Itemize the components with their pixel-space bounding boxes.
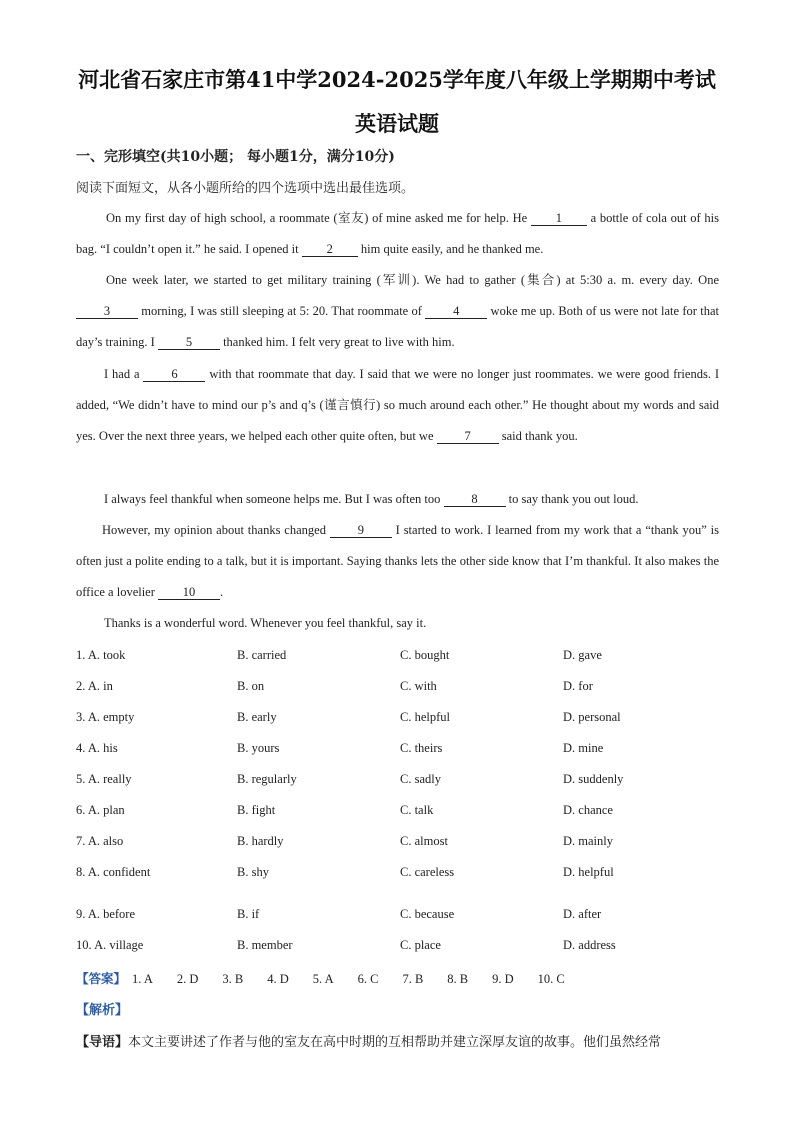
- analysis-label: 【解析】: [76, 1003, 129, 1018]
- option-c: C. theirs: [400, 741, 443, 755]
- option-d: D. for: [563, 679, 593, 693]
- option-d: D. suddenly: [563, 772, 624, 786]
- option-row-8: [76, 857, 719, 899]
- passage-paragraph-1: [76, 203, 719, 265]
- option-a: 4. A. his: [76, 741, 118, 755]
- option-a: 7. A. also: [76, 834, 124, 848]
- answer-item: 9. D: [492, 972, 514, 986]
- passage-text: morning, I was still sleeping at 5: 20. That roommate of: [138, 304, 426, 318]
- blank-3: 3: [76, 304, 138, 319]
- answer-item: 6. C: [357, 972, 379, 986]
- blank-9: 9: [330, 523, 392, 538]
- blank-1: 1: [531, 211, 587, 226]
- answer-item: 7. B: [402, 972, 424, 986]
- option-row-3: [76, 702, 719, 733]
- blank-6: 6: [143, 367, 205, 382]
- option-b: B. member: [237, 938, 293, 952]
- section-heading: 一、完形填空(共10小题； 每小题1分，满分10分): [76, 149, 395, 165]
- option-d: D. personal: [563, 710, 621, 724]
- option-c: C. because: [400, 907, 455, 921]
- blank-5: 5: [158, 335, 220, 350]
- passage-text: woke me up. Both of us were not late for that day’s training. I: [76, 304, 719, 349]
- passage-text: him quite easily, and he thanked me.: [357, 242, 544, 256]
- guide-label: 【导语】: [76, 1035, 129, 1050]
- option-c: C. almost: [400, 834, 448, 848]
- blank-8: 8: [444, 492, 506, 507]
- option-row-5: [76, 764, 719, 795]
- answer-item: 2. D: [176, 972, 199, 986]
- option-d: D. mainly: [563, 834, 613, 848]
- passage-text: I started to work. I learned from my work that a “thank you” is often just a polite ending to a talk, but it is important. Saying thanks lets the other side know that I’m thankful. It also makes the office a lovelier: [76, 523, 719, 599]
- answer-key: [76, 969, 583, 987]
- option-c: C. talk: [400, 803, 434, 817]
- passage-text: I had a: [104, 367, 144, 381]
- passage-paragraph-2: [76, 265, 719, 358]
- passage-paragraph-4: [76, 484, 719, 515]
- passage-text: said thank you.: [498, 429, 578, 443]
- option-c: C. place: [400, 938, 441, 952]
- blank-2: 2: [302, 242, 358, 257]
- option-a: 2. A. in: [76, 679, 113, 693]
- option-b: B. hardly: [237, 834, 284, 848]
- option-b: B. regularly: [237, 772, 297, 786]
- exam-subtitle: 英语试题: [355, 111, 439, 136]
- option-a: 5. A. really: [76, 772, 132, 786]
- option-b: B. early: [237, 710, 277, 724]
- option-b: B. on: [237, 679, 265, 693]
- passage-text: On my first day of high school, a roommate (室友) of mine asked me for help. He: [106, 211, 531, 225]
- option-a: 3. A. empty: [76, 710, 135, 724]
- option-row-1: [76, 640, 719, 671]
- option-row-9: [76, 899, 719, 930]
- option-d: D. gave: [563, 648, 602, 662]
- passage-text: thanked him. I felt very great to live with him.: [219, 335, 455, 349]
- option-d: D. chance: [563, 803, 613, 817]
- option-row-2: [76, 671, 719, 702]
- option-a: 6. A. plan: [76, 803, 125, 817]
- option-row-4: [76, 733, 719, 764]
- option-b: B. shy: [237, 865, 269, 879]
- answer-item: 3. B: [222, 972, 244, 986]
- option-b: B. if: [237, 907, 260, 921]
- passage-text: a bottle of cola out of his bag. “I couldn’t open it.” he said. I opened it: [76, 211, 719, 256]
- passage-paragraph-3: [76, 359, 719, 452]
- option-d: D. mine: [563, 741, 604, 755]
- passage-paragraph-6: Thanks is a wonderful word. Whenever you feel thankful, say it.: [104, 616, 427, 630]
- option-a: 9. A. before: [76, 907, 136, 921]
- option-row-7: [76, 826, 719, 857]
- option-d: D. helpful: [563, 865, 614, 879]
- option-row-10: [76, 930, 719, 961]
- answer-item: 10. C: [537, 972, 565, 986]
- option-b: B. yours: [237, 741, 280, 755]
- passage-text: However, my opinion about thanks changed: [102, 523, 330, 537]
- passage-text: to say thank you out loud.: [505, 492, 639, 506]
- answer-item: 4. D: [267, 972, 289, 986]
- options-list: [76, 640, 719, 961]
- option-row-6: [76, 795, 719, 826]
- answer-label: 【答案】: [76, 971, 127, 986]
- option-b: B. fight: [237, 803, 276, 817]
- option-a: 8. A. confident: [76, 865, 151, 879]
- exam-title: 河北省石家庄市第41中学2024-2025学年度八年级上学期期中考试: [78, 67, 716, 92]
- section-instruction: 阅读下面短文，从各小题所给的四个选项中选出最佳选项。: [76, 181, 415, 196]
- guide-body: 本文主要讲述了作者与他的室友在高中时期的互相帮助并建立深厚友谊的故事。他们虽然经常: [128, 1035, 662, 1050]
- option-c: C. sadly: [400, 772, 441, 786]
- option-a: 10. A. village: [76, 938, 144, 952]
- option-a: 1. A. took: [76, 648, 126, 662]
- option-c: C. with: [400, 679, 437, 693]
- option-c: C. helpful: [400, 710, 450, 724]
- option-c: C. bought: [400, 648, 450, 662]
- passage-text: with that roommate that day. I said that we were no longer just roommates. we were good friends. I added, “We didn’t have to mind our p’s and q’s (谨言慎行) so much around each other.” He thought about my words and said yes. Over the next three years, we helped each other quite often, but we: [76, 367, 719, 443]
- passage-text: I always feel thankful when someone helps me. But I was often too: [104, 492, 444, 506]
- passage-text: One week later, we started to get military training (军训). We had to gather (集合) at 5:30 a. m. every day. One: [106, 273, 719, 287]
- answer-item: 1. A: [132, 972, 153, 986]
- answer-item: 8. B: [447, 972, 469, 986]
- answer-item: 5. A: [312, 972, 334, 986]
- passage-text: .: [220, 585, 224, 599]
- guide-text: [76, 1031, 719, 1050]
- option-c: C. careless: [400, 865, 455, 879]
- option-b: B. carried: [237, 648, 287, 662]
- blank-4: 4: [425, 304, 487, 319]
- option-d: D. address: [563, 938, 616, 952]
- blank-7: 7: [437, 429, 499, 444]
- blank-10: 10: [158, 585, 220, 600]
- option-d: D. after: [563, 907, 602, 921]
- passage-paragraph-5: [76, 515, 719, 608]
